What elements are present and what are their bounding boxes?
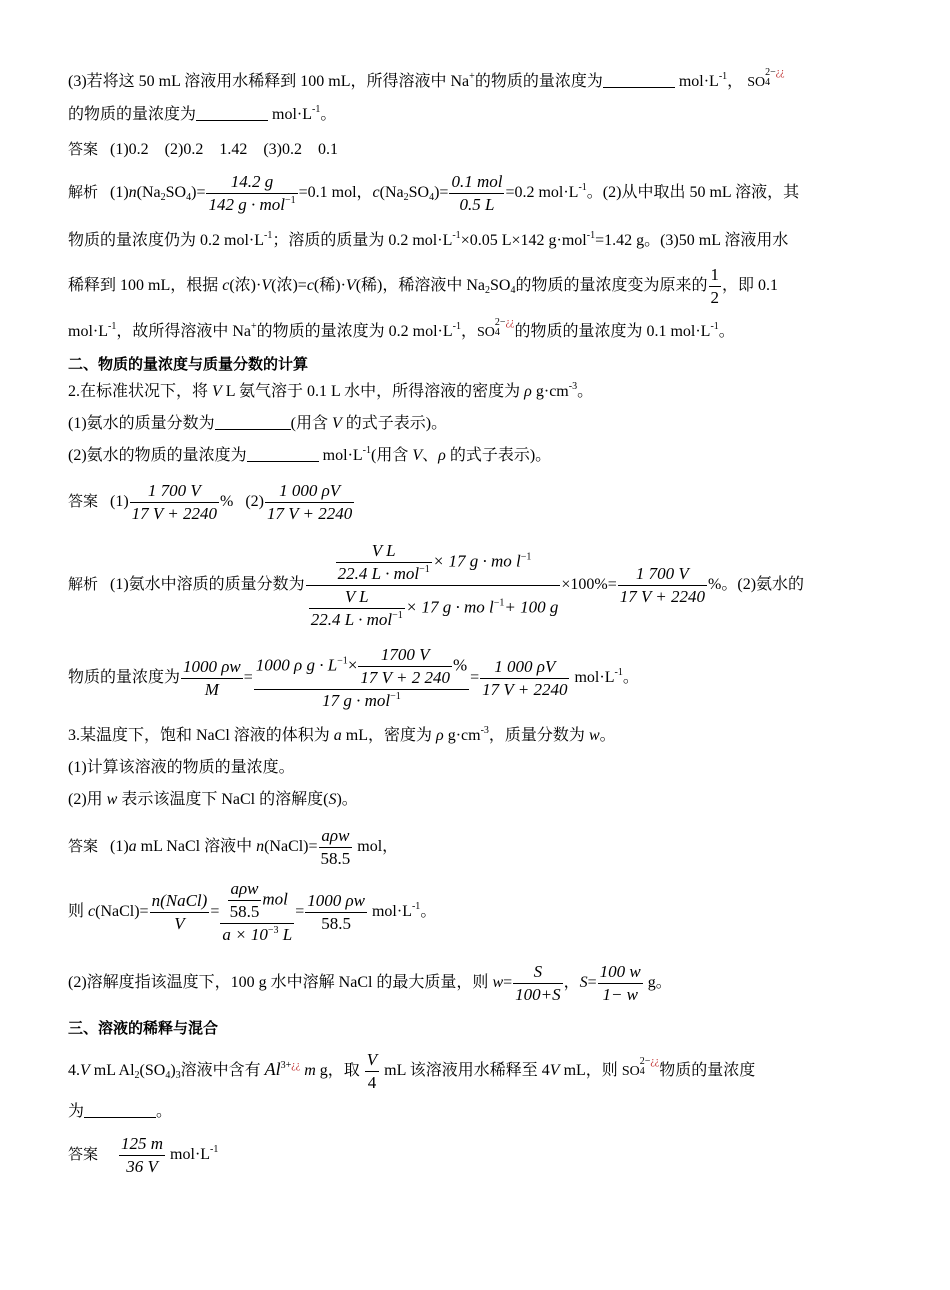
fraction: $\frac{100 w}{1- w}$ — [599, 961, 641, 1004]
q1-answer: 答案 (1)0.2 (2)0.2 1.42 (3)0.2 0.1 — [68, 140, 338, 158]
q3-answer-line1: 答案 (1)a mL NaCl 溶液中 n(NaCl)= $\frac{\text{aρw}}{58.5}$ mol， — [68, 825, 399, 868]
fraction: $\frac{1}{2}$ — [710, 265, 719, 307]
q1-analysis-line4: $mol\cdot L^{-1}$，故所得溶液中 Na+的物质的量浓度为 0.2 $mol\cdot L^{-1}$，SO 2−¿¿ 4 的物质的量浓度为 0.1 $mol\cdot L^{-1}$。 — [68, 317, 735, 340]
compound-fraction: 1000 ρ $g \cdot L^{-1}\times$ $\frac{1700 V}{17 V + 2 240}$ % 17 g · mol$^{-1}$ — [255, 645, 468, 711]
q3-part1: (1)计算该溶液的物质的量浓度。 — [68, 759, 295, 776]
q4-answer: 答案 $\frac{125 m}{36 V}$ $mol\cdot L^{-1}$ — [68, 1133, 219, 1176]
q1-part3-line2: 的物质的量浓度为 $mol\cdot L^{-1}$。 — [68, 104, 337, 123]
fraction: $\frac{\text{aρw}}{58.5}$ — [320, 825, 351, 868]
answer-label: 答案 — [68, 140, 99, 158]
q1-analysis-line2: 物质的量浓度仍为 0.2 $mol\cdot L^{-1}$；溶质的质量为 0.2 $mol\cdot L^{-1}\times 0.05$ L×142 g·mol$^{-1}$=1.42 g。(3)50 mL 溶液用水 — [68, 230, 789, 249]
fraction: $\frac{125 m}{36 V}$ — [121, 1133, 164, 1176]
section-heading-3: 三、溶液的稀释与混合 — [68, 1019, 219, 1037]
sulfate-ion: SO 2−¿¿ 4 — [621, 1056, 660, 1079]
compound-fraction: $\frac{\text{V L}}{22.4 L \cdot mol^{-1}}$ × 17 g · mo $l^{-1}$ $\frac{\text{V L}}{22.4 L \cdot mol^{-1}}$ × 17 g · mo $l^{-1}+ 100$ g — [306, 540, 561, 631]
answer-blank[interactable] — [603, 71, 675, 88]
q1-part3-line1: (3)若将这 50 mL 溶液用水稀释到 100 mL，所得溶液中 Na+的物质的量浓度为 $mol\cdot L^{-1}$， SO 2−¿¿ 4 — [68, 67, 785, 90]
q3-stem: 3.某温度下，饱和 NaCl 溶液的体积为 a mL，密度为 ρ $g\cdot cm^{-3}$，质量分数为 w。 — [68, 725, 616, 744]
fraction: $\frac{14.2 g}{142 g \cdot mol^{-1}}$ — [208, 171, 296, 214]
section-heading-2: 二、物质的量浓度与质量分数的计算 — [68, 355, 309, 373]
q2-analysis-line1: 解析 (1)氨水中溶质的质量分数为 $\frac{\text{V L}}{22.4 L \cdot mol^{-1}}$ × 17 g · mo $l^{-1}$ $\frac{\text{V L}}{22.4 L \cdot mol^{-1}}$ × 17 g · mo $l^{-1}+ 100$ g ×100%= $\frac{1 700 V}{17 V + 2240}$ %。(2)氨水的 — [68, 540, 805, 629]
q4-stem-line1: 4.V mL $Al_2(SO_4)_3$溶液中含有 $Al^{3+¿¿}$ m g，取 $\frac{V}{4}$ mL 该溶液用水稀释至 4V mL，则 SO 2−¿¿ 4 物质的量浓度 — [68, 1049, 756, 1092]
q2-answer: 答案 (1) $\frac{1 700 V}{17 V + 2240}$ % (2) $\frac{1 000 \rho V}{17 V + 2240}$ — [68, 480, 353, 523]
fraction: $\frac{\text{n(NaCl)}}{V}$ — [151, 890, 208, 933]
q1-analysis-line1: 解析 $(1)n(Na_2SO_4)=$ $\frac{14.2 g}{142 g \cdot mol^{-1}}$ =0.1 mol，$c(Na_2SO_4)=$ $\frac{\text{0.1 mol}}{0.5 L}$ =0.2 $mol\cdot L^{-1}$。(2)从中取出 50 mL 溶液，其 — [68, 171, 800, 214]
fraction: $\frac{1 700 V}{17 V + 2240}$ — [131, 480, 217, 523]
fraction: $\frac{1 700 V}{17 V + 2240}$ — [619, 563, 706, 606]
q2-part1: (1)氨水的质量分数为 (用含 V 的式子表示)。 — [68, 415, 448, 432]
fraction: $\frac{1000 \rho w}{58.5}$ — [307, 890, 365, 933]
q3-answer-line2: 则 c(NaCl)= $\frac{\text{n(NaCl)}}{V}$ = $\frac{\text{aρw}}{58.5}$ mol $a \times 10^{-3}$ L = $\frac{1000 \rho w}{58.5}$ $mol\cdot L^{-1}$。 — [68, 879, 437, 945]
q2-part2: (2)氨水的物质的量浓度为 $mol\cdot L^{-1}$(用含 V、ρ 的式子表示)。 — [68, 445, 552, 464]
q2-analysis-line2: 物质的量浓度为 $\frac{1000 \rho w}{M}$ = 1000 ρ $g \cdot L^{-1}\times$ $\frac{1700 V}{17 V + 2 240}$ % 17 g · mol$^{-1}$ = $\frac{1 000 \rho V}{17 V + 2240}$ $mol\cdot L^{-1}$。 — [68, 645, 639, 711]
q3-answer-line3: (2)溶解度指该温度下，100 g 水中溶解 NaCl 的最大质量，则 w= $\frac{S}{100+S}$ ，S= $\frac{100 w}{1- w}$ g。 — [68, 961, 672, 1004]
fraction: $\frac{\text{0.1 mol}}{0.5 L}$ — [451, 171, 503, 214]
sulfate-ion: SO 2−¿¿ 4 — [747, 67, 785, 90]
fraction: $\frac{V}{4}$ — [366, 1049, 378, 1092]
fraction: $\frac{S}{100+S}$ — [515, 961, 561, 1004]
q2-stem: 2.在标准状况下，将 V L 氨气溶于 0.1 L 水中，所得溶液的密度为 ρ $g\cdot cm^{-3}$。 — [68, 381, 594, 400]
fraction: $\frac{1000 \rho w}{M}$ — [183, 656, 241, 699]
q4-stem-line2: 为 。 — [68, 1103, 173, 1120]
answer-blank[interactable] — [84, 1101, 156, 1118]
fraction: $\frac{1 000 \rho V}{17 V + 2240}$ — [266, 480, 353, 523]
sulfate-ion: SO 2−¿¿ 4 — [477, 317, 515, 340]
q1-analysis-line3: 稀释到 100 mL，根据 c(浓)·V(浓)=c(稀)·V(稀)，稀溶液中 $Na_2SO_4$的物质的量浓度变为原来的 $\frac{1}{2}$ ，即 0.1 — [68, 265, 779, 307]
fraction: $\frac{1 000 \rho V}{17 V + 2240}$ — [482, 656, 568, 699]
aluminium-ion: $Al^{3+¿¿}$ — [264, 1059, 301, 1079]
answer-blank[interactable] — [215, 413, 291, 430]
q3-part2: (2)用 w 表示该温度下 NaCl 的溶解度(S)。 — [68, 791, 358, 808]
answer-blank[interactable] — [196, 104, 268, 121]
compound-fraction: $\frac{\text{aρw}}{58.5}$ mol $a \times 10^{-3}$ L — [222, 879, 293, 945]
answer-blank[interactable] — [247, 445, 319, 462]
